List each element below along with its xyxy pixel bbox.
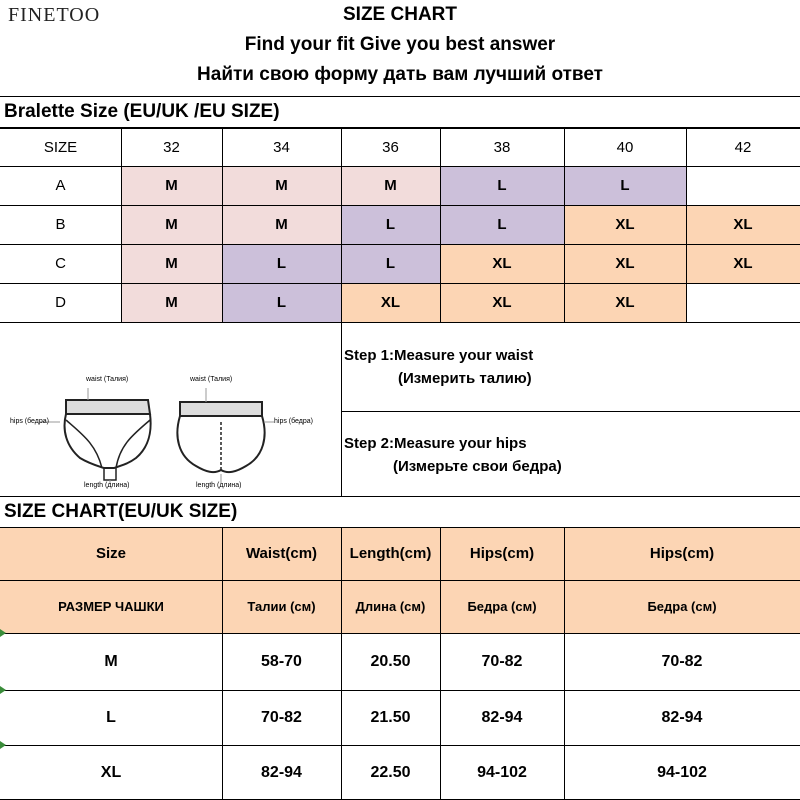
length-label-back: length (длина)	[196, 482, 242, 489]
column-header: Waist(cm)	[222, 527, 341, 580]
size-cell: XL	[440, 244, 564, 283]
measurement-cell: 70-82	[261, 708, 302, 726]
cup-size-label: D	[55, 294, 66, 311]
grid-line	[222, 527, 223, 800]
size-cell: M	[222, 166, 341, 205]
size-cell: XL	[440, 283, 564, 322]
measurement-diagram	[0, 322, 341, 496]
size-chart-heading: SIZE CHART(EU/UK SIZE)	[4, 501, 238, 522]
brand-logo: FINETOO	[8, 4, 101, 26]
size-cell: L	[440, 166, 564, 205]
band-size-header: 42	[734, 138, 752, 156]
measurement-cell: 21.50	[370, 708, 411, 726]
length-label-front: length (длина)	[84, 482, 130, 489]
grid-line	[0, 205, 800, 206]
size-cell: XL	[564, 205, 686, 244]
step2-ru-text: (Измерьте свои бедра)	[393, 458, 562, 475]
divider	[341, 411, 800, 412]
divider	[0, 96, 800, 97]
panty-front-icon	[65, 400, 151, 480]
grid-line	[341, 527, 342, 800]
column-header-ru: Бедра (см)	[564, 580, 800, 633]
column-header-ru: Длина (см)	[341, 580, 440, 633]
cup-size-label: A	[55, 177, 66, 194]
subtitle-en: Find your fit Give you best answer	[244, 34, 556, 55]
measurement-cell: 94-102	[657, 763, 707, 781]
measurement-cell: 82-94	[481, 708, 523, 726]
grid-line	[440, 527, 441, 800]
size-cell: XL	[686, 205, 800, 244]
row-marker-icon	[0, 741, 6, 749]
grid-line	[0, 283, 800, 284]
step1-text: Step 1:Measure your waist	[344, 347, 534, 364]
measurement-cell: XL	[100, 763, 122, 781]
column-header: Hips(cm)	[440, 527, 564, 580]
divider	[341, 322, 342, 496]
grid-line	[0, 633, 800, 634]
grid-line	[0, 128, 800, 129]
size-cell: M	[341, 166, 440, 205]
panties-diagram	[0, 322, 341, 496]
size-cell	[686, 166, 800, 205]
size-cell: L	[564, 166, 686, 205]
band-size-header: 36	[382, 138, 399, 156]
grid-line	[564, 527, 565, 800]
panty-back-icon	[177, 402, 264, 472]
subtitle-ru: Найти свою форму дать вам лучший ответ	[197, 64, 603, 85]
size-cell: L	[440, 205, 564, 244]
step2-text: Step 2:Measure your hips	[344, 435, 527, 452]
measurement-cell: 82-94	[661, 708, 703, 726]
cup-size-label: C	[55, 255, 66, 272]
divider	[0, 496, 800, 497]
size-cell: XL	[686, 244, 800, 283]
measurement-cell: 70-82	[481, 652, 523, 670]
size-cell: XL	[564, 244, 686, 283]
measurement-cell: 20.50	[370, 652, 411, 670]
band-size-header: 38	[493, 138, 511, 156]
band-size-header: 34	[273, 138, 290, 156]
grid-line	[0, 745, 800, 746]
band-size-header: 40	[616, 138, 634, 156]
measurement-cell: 22.50	[370, 763, 411, 781]
grid-line	[0, 580, 800, 581]
grid-line	[0, 527, 800, 528]
grid-line	[341, 128, 342, 322]
row-marker-icon	[0, 629, 6, 637]
size-cell: XL	[564, 283, 686, 322]
hips-label-back: hips (бедра)	[274, 418, 313, 425]
grid-line	[0, 244, 800, 245]
measurement-cell: 82-94	[261, 763, 302, 781]
grid-line	[121, 128, 122, 322]
grid-line	[0, 690, 800, 691]
waist-label-back: waist (Талия)	[190, 376, 233, 383]
size-cell: M	[121, 205, 222, 244]
measurement-cell: 70-82	[661, 652, 703, 670]
waist-label-front: waist (Талия)	[86, 376, 129, 383]
grid-line	[0, 166, 800, 167]
bralette-heading: Bralette Size (EU/UK /EU SIZE)	[4, 101, 280, 122]
grid-line	[222, 128, 223, 322]
row-marker-icon	[0, 686, 6, 694]
column-header: Size	[0, 527, 222, 580]
band-size-header: 32	[163, 138, 180, 156]
page-title: SIZE CHART	[343, 4, 457, 25]
column-header-ru: РАЗМЕР ЧАШКИ	[0, 580, 222, 633]
step1-ru-text: (Измерить талию)	[398, 370, 532, 387]
column-header: Hips(cm)	[564, 527, 800, 580]
size-cell: L	[222, 244, 341, 283]
size-cell: M	[121, 283, 222, 322]
column-header-ru: Талии (см)	[222, 580, 341, 633]
size-cell	[686, 283, 800, 322]
size-cell: M	[121, 244, 222, 283]
grid-line	[440, 128, 441, 322]
size-cell: L	[341, 244, 440, 283]
measurement-cell: 58-70	[261, 652, 302, 670]
size-cell: L	[222, 283, 341, 322]
hips-label-front: hips (бедра)	[10, 418, 49, 425]
cup-size-label: B	[55, 216, 66, 233]
measurement-cell: 94-102	[477, 763, 527, 781]
measurement-cell: M	[104, 652, 118, 670]
column-header-ru: Бедра (см)	[440, 580, 564, 633]
size-cell: M	[222, 205, 341, 244]
size-cell: M	[121, 166, 222, 205]
measurement-cell: L	[106, 708, 116, 726]
column-header: Length(cm)	[341, 527, 440, 580]
table-corner-label: SIZE	[43, 138, 78, 156]
grid-line	[686, 128, 687, 322]
size-cell: XL	[341, 283, 440, 322]
size-cell: L	[341, 205, 440, 244]
grid-line	[564, 128, 565, 322]
